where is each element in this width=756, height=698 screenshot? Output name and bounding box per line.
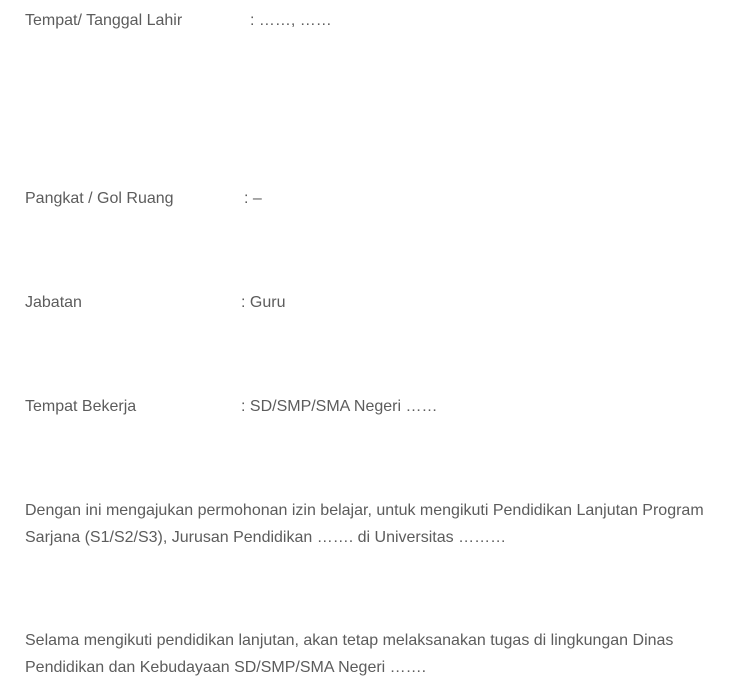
field-label-position: Jabatan: [25, 294, 82, 311]
paragraph-application: Dengan ini mengajukan permohonan izin belajar, untuk mengikuti Pendidikan Lanjutan Program Sarjana (S1/S2/S3), Jurusan Pendidikan ……. di Universitas ………: [25, 502, 704, 546]
field-value-position: : Guru: [241, 294, 286, 311]
field-label-workplace: Tempat Bekerja: [25, 398, 137, 415]
field-value-birth: : ……, ……: [250, 12, 332, 29]
field-label-birth: Tempat/ Tanggal Lahir: [25, 12, 183, 29]
field-value-rank: : –: [244, 190, 262, 207]
paragraph-commitment: Selama mengikuti pendidikan lanjutan, akan tetap melaksanakan tugas di lingkungan Dinas Pendidikan dan Kebudayaan SD/SMP/SMA Negeri …….: [25, 632, 674, 676]
field-value-workplace: : SD/SMP/SMA Negeri ……: [241, 398, 438, 415]
field-label-rank: Pangkat / Gol Ruang: [25, 190, 174, 207]
